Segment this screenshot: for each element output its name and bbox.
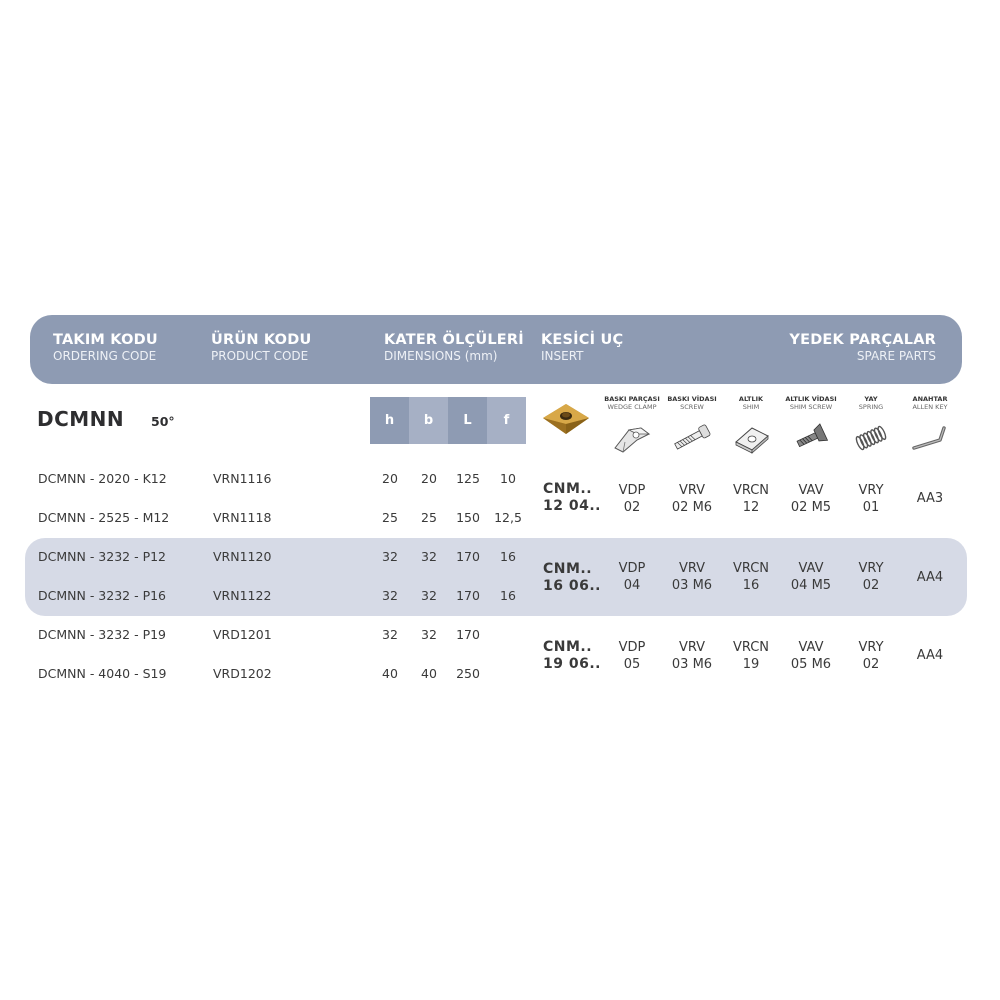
row-ordering-code: DCMNN - 3232 - P12	[38, 549, 167, 564]
part-wedge-clamp: VDP 05	[618, 640, 646, 672]
part-wedge-clamp: VDP 04	[618, 561, 646, 593]
part-allen-key: AA4	[916, 570, 944, 585]
row-dim-h: 32	[382, 627, 398, 642]
part-wedge-clamp: VDP 02	[618, 483, 646, 515]
part-head-allen-key: ANAHTAR ALLEN KEY	[912, 395, 948, 411]
insert-code: CNM.. 12 04..	[543, 481, 601, 514]
row-product-code: VRD1202	[213, 666, 272, 681]
row-dim-l: 170	[456, 588, 480, 603]
row-dim-f: 16	[500, 549, 516, 564]
row-dim-l: 250	[456, 666, 480, 681]
part-head-shim: ALTLIK SHIM	[738, 395, 764, 411]
part-screw: VRV 02 M6	[671, 483, 713, 515]
shim-icon	[730, 422, 772, 454]
part-head-screw: BASKI VİDASI SCREW	[667, 395, 717, 411]
row-ordering-code: DCMNN - 2525 - M12	[38, 510, 170, 525]
row-dim-b: 20	[421, 471, 437, 486]
header-product-code: ÜRÜN KODU PRODUCT CODE	[211, 332, 312, 363]
part-shim: VRCN 16	[732, 561, 770, 593]
row-ordering-code: DCMNN - 3232 - P19	[38, 627, 167, 642]
row-dim-b: 32	[421, 588, 437, 603]
row-dim-b: 32	[421, 627, 437, 642]
row-dim-h: 25	[382, 510, 398, 525]
insert-icon	[541, 402, 591, 438]
part-spring: VRY 02	[858, 640, 884, 672]
part-allen-key: AA3	[916, 491, 944, 506]
row-product-code: VRD1201	[213, 627, 272, 642]
part-shim-screw: VAV 05 M6	[790, 640, 832, 672]
dim-head-l: L	[448, 397, 487, 444]
dim-head-h: h	[370, 397, 409, 444]
part-shim-screw: VAV 04 M5	[790, 561, 832, 593]
part-allen-key: AA4	[916, 648, 944, 663]
part-head-wedge-clamp: BASKI PARÇASI WEDGE CLAMP	[604, 395, 660, 411]
part-shim-screw: VAV 02 M5	[790, 483, 832, 515]
part-spring: VRY 02	[858, 561, 884, 593]
shim-screw-icon	[791, 422, 831, 454]
row-dim-l: 170	[456, 627, 480, 642]
screw-icon	[670, 422, 714, 454]
row-dim-l: 170	[456, 549, 480, 564]
insert-code: CNM.. 19 06..	[543, 639, 601, 672]
row-product-code: VRN1116	[213, 471, 272, 486]
row-ordering-code: DCMNN - 2020 - K12	[38, 471, 167, 486]
dim-head-f: f	[487, 397, 526, 444]
header-spare-parts: YEDEK PARÇALAR SPARE PARTS	[789, 332, 936, 363]
insert-code: CNM.. 16 06..	[543, 561, 601, 594]
part-shim: VRCN 12	[732, 483, 770, 515]
row-dim-l: 150	[456, 510, 480, 525]
model-name: DCMNN	[37, 407, 125, 431]
part-screw: VRV 03 M6	[671, 640, 713, 672]
part-shim: VRCN 19	[732, 640, 770, 672]
row-product-code: VRN1122	[213, 588, 272, 603]
dim-head-b: b	[409, 397, 448, 444]
row-dim-h: 32	[382, 549, 398, 564]
row-dim-h: 32	[382, 588, 398, 603]
row-dim-b: 32	[421, 549, 437, 564]
part-head-spring: YAY SPRING	[858, 395, 884, 411]
model-angle: 50°	[151, 414, 175, 429]
spring-icon	[851, 422, 891, 454]
part-screw: VRV 03 M6	[671, 561, 713, 593]
row-dim-f: 16	[500, 588, 516, 603]
header-dimensions: KATER ÖLÇÜLERİ DIMENSIONS (mm)	[384, 332, 524, 363]
wedge-clamp-icon	[611, 422, 653, 454]
row-dim-h: 20	[382, 471, 398, 486]
header-insert: KESİCİ UÇ INSERT	[541, 332, 624, 363]
row-product-code: VRN1120	[213, 549, 272, 564]
allen-key-icon	[910, 422, 952, 454]
row-dim-f: 12,5	[494, 510, 522, 525]
row-dim-f: 10	[500, 471, 516, 486]
part-head-shim-screw: ALTLIK VİDASI SHIM SCREW	[785, 395, 837, 411]
table-header-band	[30, 315, 962, 384]
part-spring: VRY 01	[858, 483, 884, 515]
header-ordering-code: TAKIM KODU ORDERING CODE	[53, 332, 158, 363]
row-dim-l: 125	[456, 471, 480, 486]
row-dim-b: 40	[421, 666, 437, 681]
row-ordering-code: DCMNN - 4040 - S19	[38, 666, 167, 681]
row-ordering-code: DCMNN - 3232 - P16	[38, 588, 167, 603]
row-dim-b: 25	[421, 510, 437, 525]
row-dim-h: 40	[382, 666, 398, 681]
row-product-code: VRN1118	[213, 510, 272, 525]
